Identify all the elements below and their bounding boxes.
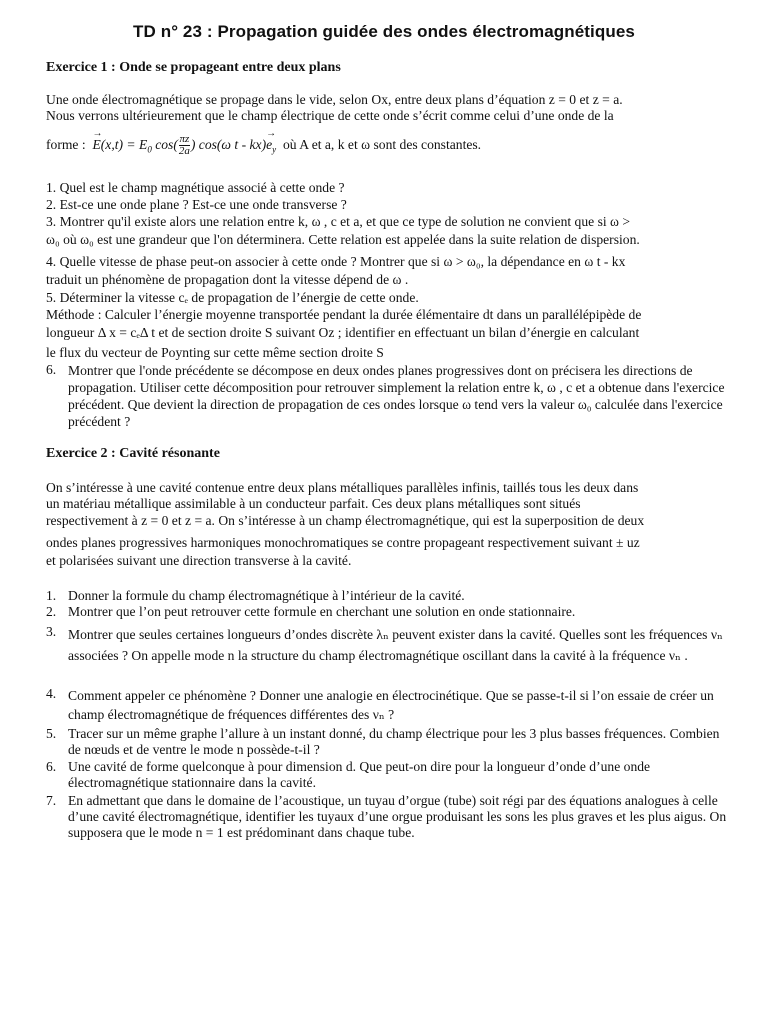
ex1-methode-line-2: longueur Δ x = cₑΔ t et de section droite S suivant Oz ; identifier en effectuant un bilan d’énergie en calculant <box>46 325 640 340</box>
list-text: Montrer que l’on peut retrouver cette formule en cherchant une solution en onde stationnaire. <box>68 604 576 619</box>
ex2-intro-line-5: et polarisées suivant une direction transverse à la cavité. <box>46 553 352 568</box>
ex2-intro-line-3: respectivement à z = 0 et z = a. On s’intéresse à un champ électromagnétique, qui est la superposition de deux <box>46 513 645 528</box>
ex1-intro-line-2: Nous verrons ultérieurement que le champ électrique de cette onde s’écrit comme celui d’une onde de la <box>46 108 614 123</box>
ex2-list-item-4 <box>46 686 730 724</box>
ex2-intro-line-1: On s’intéresse à une cavité contenue entre deux plans métalliques parallèles infinis, taillés tous les deux dans <box>46 480 639 495</box>
ex1-question-1: 1. Quel est le champ magnétique associé à cette onde ? <box>46 180 345 195</box>
list-text: Tracer sur un même graphe l’allure à un instant donné, du champ électrique pour les 3 plus basses fréquences. Combien de nœuds et de ventre le mode n possède-t-il ? <box>68 726 720 757</box>
list-number: 2. <box>46 604 57 619</box>
ex1-methode-line-3: le flux du vecteur de Poynting sur cette même section droite S <box>46 345 384 360</box>
list-text: Montrer que l'onde précédente se décompose en deux ondes planes progressives dont on précisera les directions de propagation. Utiliser cette décomposition pour retrouver simplement la relation entre k, ω , c et a obtenue dans l'exercice précédent. Que devient la direction de propagation de ces ondes lorsque ω tend vers la valeur ω₀ calculée dans l'exercice précédent ? <box>68 363 725 429</box>
list-text: Donner la formule du champ électromagnétique à l’intérieur de la cavité. <box>68 588 465 603</box>
ex1-question-2: 2. Est-ce une onde plane ? Est-ce une onde transverse ? <box>46 197 347 212</box>
ex1-question-6 <box>46 362 730 430</box>
formula-suffix: où A et a, k et ω sont des constantes. <box>282 137 482 152</box>
list-text: En admettant que dans le domaine de l’acoustique, un tuyau d’orgue (tube) soit régi par des équations analogues à celle d’une cavité électromagnétique, identifier les tuyaux d’une orgue produisant les sons les plus graves et les plus aigus. On supposera que le mode n = 1 est prédominant dans chaque tube. <box>68 793 727 840</box>
ex2-list-item-5 <box>46 726 730 758</box>
list-number: 1. <box>46 588 57 603</box>
page-title: TD n° 23 : Propagation guidée des ondes électromagnétiques <box>133 22 635 41</box>
ex1-question-3-line-1: 3. Montrer qu'il existe alors une relation entre k, ω , c et a, et que ce type de solution ne convient que si ω > <box>46 214 631 229</box>
ex1-formula-line <box>46 134 730 160</box>
list-number: 6. <box>46 759 57 774</box>
list-number: 7. <box>46 793 57 808</box>
list-number: 6. <box>46 362 57 377</box>
ex2-list-item-3 <box>46 624 730 666</box>
list-number: 5. <box>46 726 57 741</box>
list-text: Comment appeler ce phénomène ? Donner une analogie en électrocinétique. Que se passe-t-il si l’on essaie de créer un champ électromagnétique de fréquences différentes des νₙ ? <box>68 688 714 722</box>
exercise-2-heading: Exercice 2 : Cavité résonante <box>46 446 220 461</box>
ex2-intro-line-2: un matériau métallique assimilable à un conducteur parfait. Ces deux plans métalliques sont situés <box>46 496 581 511</box>
ex1-question-4-line-2: traduit un phénomène de propagation dont la vitesse dépend de ω . <box>46 272 409 287</box>
formula-prefix: forme : <box>46 137 86 152</box>
ex2-list-item-2 <box>46 604 730 620</box>
ex1-question-3-line-2: ω₀ où ω₀ est une grandeur que l'on déterminera. Cette relation est appelée dans la suite relation de dispersion. <box>46 232 640 247</box>
ex1-question-5: 5. Déterminer la vitesse cₑ de propagation de l’énergie de cette onde. <box>46 290 419 305</box>
ex1-intro-line-1: Une onde électromagnétique se propage dans le vide, selon Ox, entre deux plans d’équation z = 0 et z = a. <box>46 92 623 107</box>
ex1-methode-line-1: Méthode : Calculer l’énergie moyenne transportée pendant la durée élémentaire dt dans un parallélépipède de <box>46 307 642 322</box>
list-number: 3. <box>46 624 57 639</box>
ex2-list-item-1 <box>46 588 730 604</box>
list-text: Montrer que seules certaines longueurs d’ondes discrète λₙ peuvent exister dans la cavité. Quelles sont les fréquences νₙ associées ? On appelle mode n la structure du champ électromagnétique oscillant dans la cavité à la fréquence νₙ . <box>68 627 723 663</box>
list-text: Une cavité de forme quelconque à pour dimension d. Que peut-on dire pour la longueur d’onde d’une onde électromagnétique stationnaire dans la cavité. <box>68 759 651 790</box>
exercise-1-heading: Exercice 1 : Onde se propageant entre deux plans <box>46 60 341 75</box>
electric-field-formula: → $E(x,t) = E_0$ cos( $\frac{\pi z}{2a}$ ) cos(ω $t - kx)\to e_y$ <box>89 137 280 152</box>
ex2-intro-line-4: ondes planes progressives harmoniques monochromatiques se contre propageant respectivement suivant ± uz <box>46 535 640 550</box>
list-number: 4. <box>46 686 57 701</box>
ex1-question-4-line-1: 4. Quelle vitesse de phase peut-on associer à cette onde ? Montrer que si ω > ω₀, la dépendance en ω t - kx <box>46 254 626 269</box>
ex2-list-item-7 <box>46 793 730 841</box>
ex2-list-item-6 <box>46 759 730 791</box>
